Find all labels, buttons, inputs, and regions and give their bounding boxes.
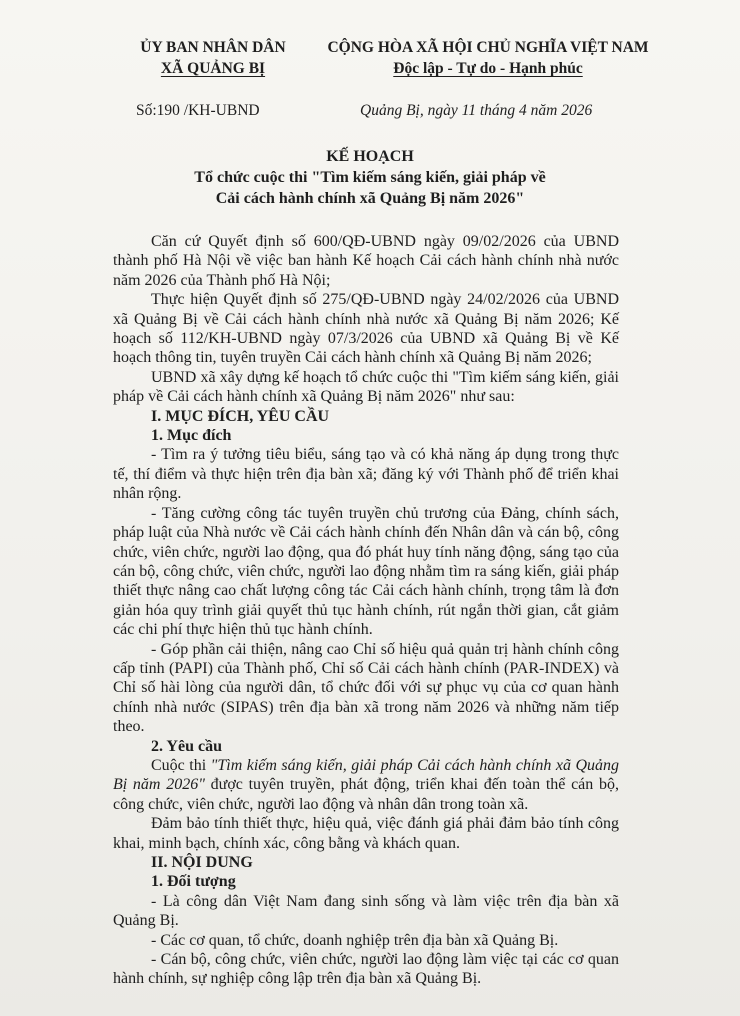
paragraph: Đảm bảo tính thiết thực, hiệu quả, việc đánh giá phải đảm bảo tính công khai, minh bạch, chính xác, công bằng và khách quan. (113, 815, 619, 852)
subsection-heading: 2. Yêu cầu (151, 737, 222, 755)
document-number: Số:190 /KH-UBND (136, 102, 260, 119)
paragraph: Thực hiện Quyết định số 275/QĐ-UBND ngày 24/02/2026 của UBND xã Quảng Bị về Cải cách hành chính nhà nước xã Quảng Bị năm 2026; Kế hoạch số 112/KH-UBND ngày 07/3/2026 của UBND xã Quảng Bị về Kế hoạch thông tin, tuyên truyền Cải cách hành chính xã Quảng Bị năm 2026; (113, 291, 619, 367)
issuing-agency (118, 37, 308, 79)
section-heading: II. NỘI DUNG (151, 854, 253, 871)
paragraph: - Góp phần cải thiện, nâng cao Chỉ số hiệu quả quản trị hành chính công cấp tỉnh (PAPI) của Thành phố, Chỉ số Cải cách hành chính (PAR-INDEX) và Chỉ số hài lòng của người dân, tổ chức đối với sự phục vụ của cơ quan hành chính nhà nước (SIPAS) trên địa bàn xã trong năm 2026 và những năm tiếp theo. (113, 640, 619, 736)
subsection-heading: 1. Đối tượng (151, 873, 236, 891)
paragraph: - Cán bộ, công chức, viên chức, người lao động làm việc tại các cơ quan hành chính, sự nghiệp công lập trên địa bàn xã Quảng Bị. (113, 951, 619, 988)
nation-motto: Độc lập - Tự do - Hạnh phúc (393, 60, 583, 77)
paragraph: - Tăng cường công tác tuyên truyền chủ trương của Đảng, chính sách, pháp luật của Nhà nước về Cải cách hành chính đến Nhân dân và cán bộ, công chức, viên chức, người lao động, qua đó phát huy tính năng động, sáng tạo của cán bộ, công chức, viên chức, người lao động nhằm tìm ra sáng kiến, giải pháp thiết thực nâng cao chất lượng công tác Cải cách hành chính, trọng tâm là đơn giản hóa quy trình giải quyết thủ tục hành chính, rút ngắn thời gian, cắt giảm các chi phí thực hiện thủ tục hành chính. (113, 504, 619, 639)
subsection-heading: 1. Mục đích (151, 427, 232, 445)
paragraph (113, 756, 619, 814)
title-line-1: Tổ chức cuộc thi "Tìm kiếm sáng kiến, giải pháp về (194, 169, 546, 186)
document-type: KẾ HOẠCH (326, 148, 414, 165)
document-date: Quảng Bị, ngày 11 tháng 4 năm 2026 (360, 102, 593, 119)
contest-name: "Tìm kiếm sáng kiến, giải pháp Cải cách hành chính xã Quảng Bị năm 2026" (113, 756, 619, 794)
paragraph: - Là công dân Việt Nam đang sinh sống và làm việc trên địa bàn xã Quảng Bị. (113, 892, 619, 930)
paragraph: UBND xã xây dựng kế hoạch tổ chức cuộc thi "Tìm kiếm sáng kiến, giải pháp về Cải cách hành chính xã Quảng Bị năm 2026" như sau: (113, 368, 619, 406)
title-line-2: Cải cách hành chính xã Quảng Bị năm 2026" (215, 190, 525, 207)
paragraph: - Tìm ra ý tưởng tiêu biểu, sáng tạo và có khả năng áp dụng trong thực tế, thí điểm và thực hiện trên địa bàn xã; đăng ký với Thành phố để triển khai nhân rộng. (113, 446, 619, 503)
national-title (308, 37, 668, 79)
text-run: được tuyên truyền, phát động, triển khai đến toàn thể cán bộ, công chức, viên chức, người lao động và nhân dân trong toàn xã. (113, 776, 620, 813)
document-body (113, 232, 619, 989)
section-heading: I. MỤC ĐÍCH, YÊU CẦU (151, 407, 330, 425)
agency-line-2: XÃ QUẢNG BỊ (160, 60, 266, 77)
document-title (0, 146, 740, 209)
agency-line-1: ỦY BAN NHÂN DÂN (140, 39, 286, 56)
paragraph: - Các cơ quan, tổ chức, doanh nghiệp trên địa bàn xã Quảng Bị. (151, 931, 559, 949)
paragraph: Căn cứ Quyết định số 600/QĐ-UBND ngày 09/02/2026 của UBND thành phố Hà Nội về việc ban hành Kế hoạch Cải cách hành chính nhà nước năm 2026 của Thành phố Hà Nội; (113, 233, 619, 289)
nation-line-1: CỘNG HÒA XÃ HỘI CHỦ NGHĨA VIỆT NAM (327, 39, 649, 56)
text-run: Cuộc thi (151, 756, 211, 774)
